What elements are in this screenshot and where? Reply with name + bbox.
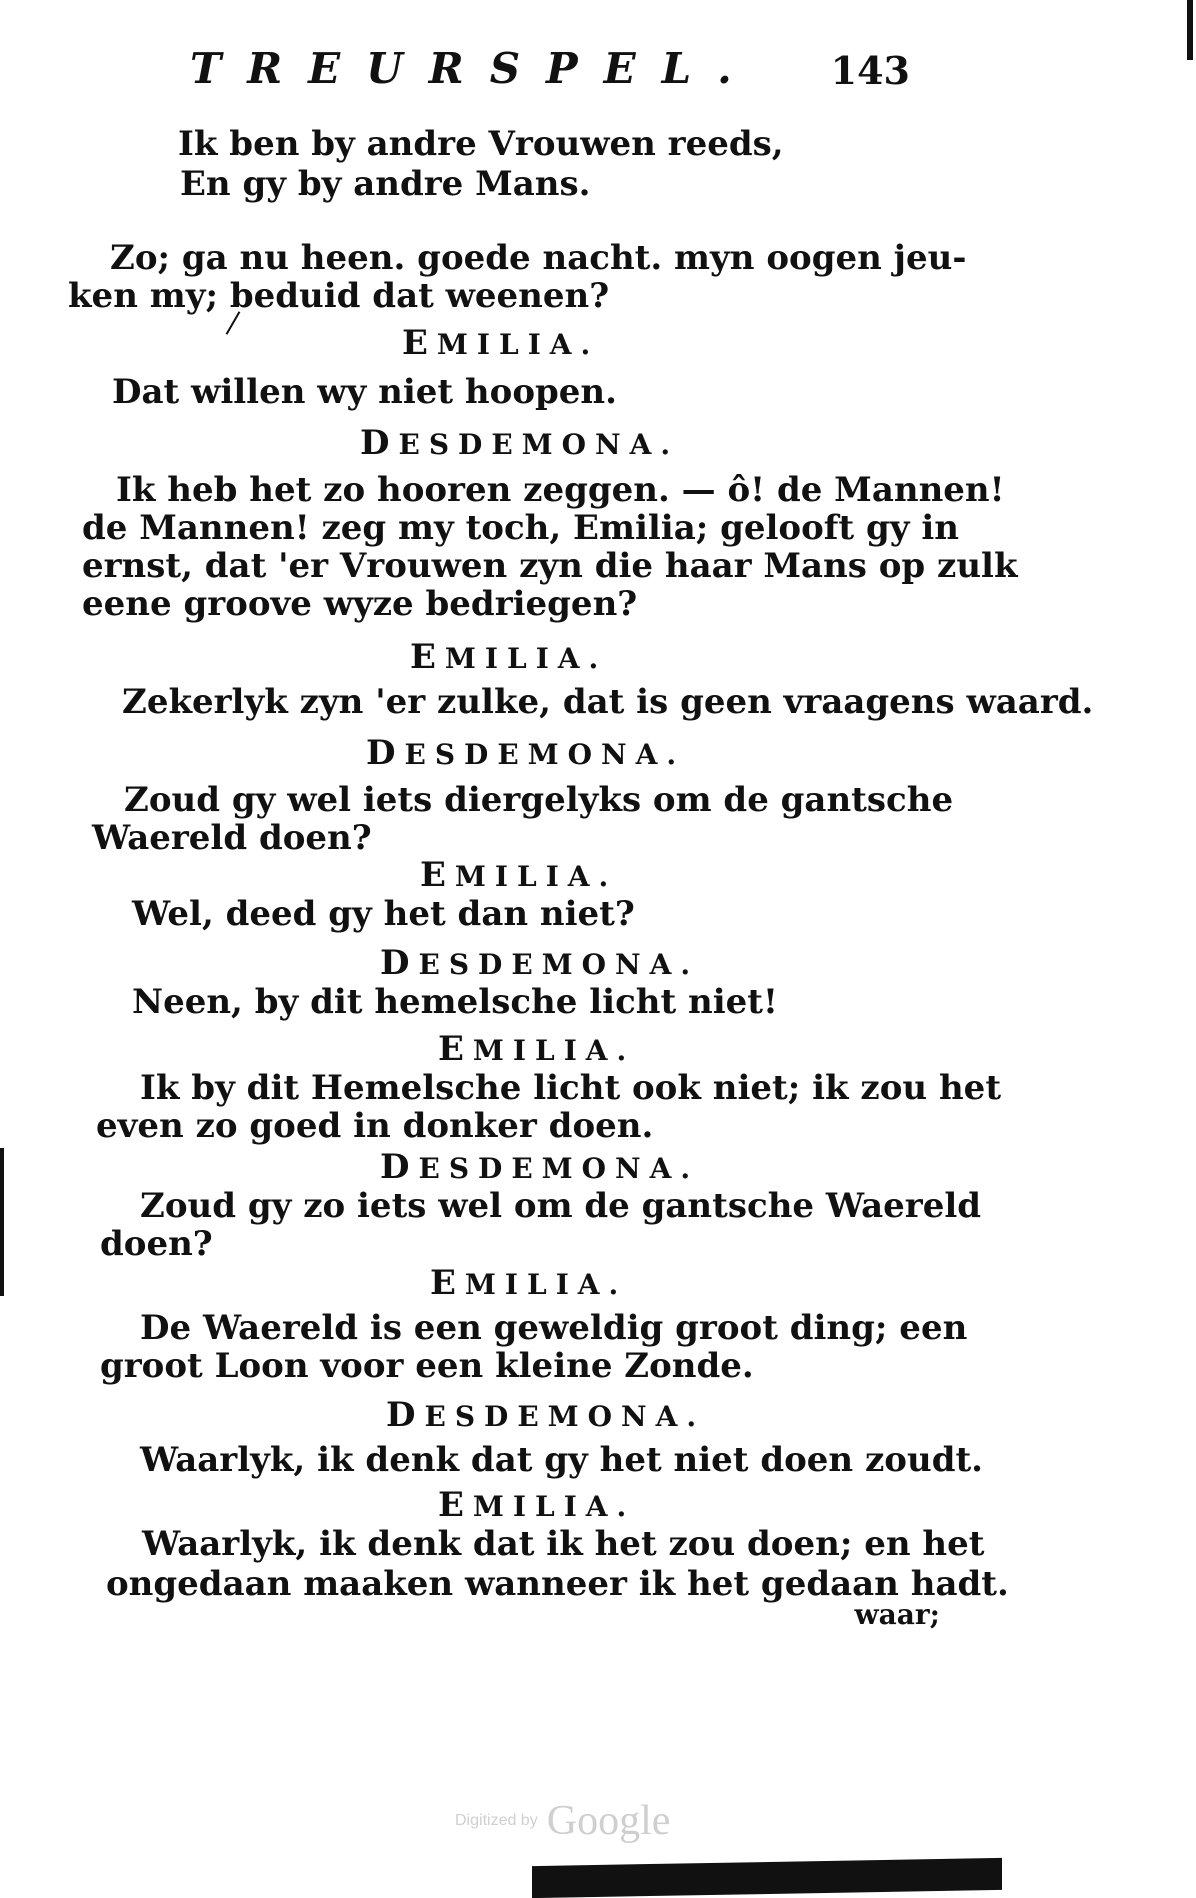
text-line: de Mannen! zeg my toch, Emilia; gelooft gy in: [82, 508, 959, 548]
text-line: Wel, deed gy het dan niet?: [132, 894, 635, 934]
verse-line: Ik ben by andre Vrouwen reeds,: [178, 124, 784, 164]
scan-edge-right: [1184, 0, 1196, 1894]
speaker-name: EMILIA.: [438, 1029, 636, 1069]
text-line: Neen, by dit hemelsche licht niet!: [132, 982, 778, 1022]
text-line: Waarlyk, ik denk dat ik het zou doen; en het: [142, 1524, 985, 1564]
speaker-name: DESDEMONA.: [386, 1395, 706, 1435]
text-line: eene groove wyze bedriegen?: [82, 584, 638, 624]
google-wordmark: Google: [546, 1798, 671, 1844]
page-number: 143: [830, 48, 910, 93]
scan-edge-bottom: [532, 1858, 1002, 1898]
text-line: ongedaan maaken wanneer ik het gedaan hadt.: [106, 1564, 1009, 1604]
text-line: Dat willen wy niet hoopen.: [112, 372, 617, 412]
text-line: Zoud gy zo iets wel om de gantsche Waereld: [140, 1186, 982, 1226]
speaker-name: EMILIA.: [430, 1263, 628, 1303]
text-line: Zo; ga nu heen. goede nacht. myn oogen jeu-: [110, 238, 967, 278]
text-line: ken my; beduid dat weenen?: [68, 276, 610, 316]
text-line: Waereld doen?: [92, 818, 372, 858]
digitized-label: Digitized by: [455, 1812, 538, 1829]
text-line: Ik by dit Hemelsche licht ook niet; ik zou het: [140, 1068, 1002, 1108]
text-line: even zo goed in donker doen.: [96, 1106, 654, 1146]
speaker-name: DESDEMONA.: [360, 423, 680, 463]
text-line: ernst, dat 'er Vrouwen zyn die haar Mans op zulk: [82, 546, 1018, 586]
text-line: De Waereld is een geweldig groot ding; een: [140, 1308, 968, 1348]
page-header: [190, 38, 910, 98]
text-line: Waarlyk, ik denk dat gy het niet doen zoudt.: [140, 1440, 984, 1480]
catchword: waar;: [854, 1598, 940, 1631]
scan-edge-mark: [1187, 0, 1193, 60]
speaker-name: EMILIA.: [402, 323, 600, 363]
verse-line: En gy by andre Mans.: [180, 164, 591, 204]
running-title: TREURSPEL.: [190, 44, 758, 93]
speaker-name: DESDEMONA.: [380, 1147, 700, 1187]
speaker-name: EMILIA.: [420, 855, 618, 895]
speaker-name: DESDEMONA.: [366, 733, 686, 773]
text-line: Ik heb het zo hooren zeggen. — ô! de Mannen!: [116, 470, 1005, 510]
scan-edge-left: [0, 1148, 4, 1296]
speaker-name: EMILIA.: [410, 637, 608, 677]
text-line: Zoud gy wel iets diergelyks om de gantsche: [124, 780, 954, 820]
speaker-name: DESDEMONA.: [380, 943, 700, 983]
digitized-watermark: [455, 1797, 670, 1845]
text-line: groot Loon voor een kleine Zonde.: [100, 1346, 754, 1386]
text-line: doen?: [100, 1224, 213, 1264]
text-line: Zekerlyk zyn 'er zulke, dat is geen vraagens waard.: [122, 682, 1094, 722]
speaker-name: EMILIA.: [438, 1485, 636, 1525]
